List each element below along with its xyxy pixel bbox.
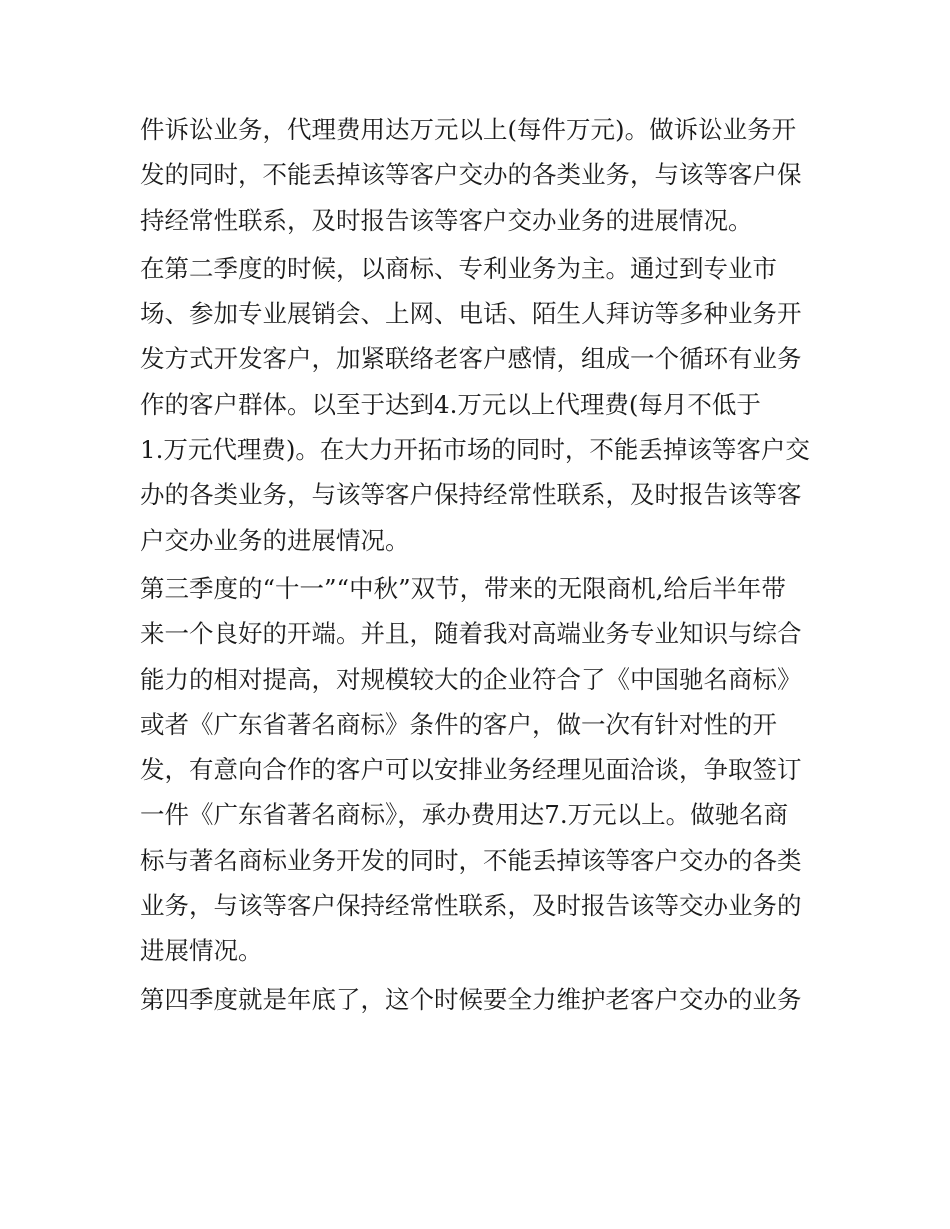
text-line: 户交办业务的进展情况。 [140,525,410,555]
text-line: 业务，与该等客户保持经常性联系，及时报告该等交办业务的 [140,891,802,921]
text-line: 持经常性联系，及时报告该等客户交办业务的进展情况。 [140,205,753,235]
paragraph-2 [140,246,820,563]
text-line: 或者《广东省著名商标》条件的客户，做一次有针对性的开 [140,709,777,739]
text-line: 办的各类业务，与该等客户保持经常性联系，及时报告该等客 [140,480,802,510]
paragraph-3 [140,566,820,974]
text-line: 发，有意向合作的客户可以安排业务经理见面洽谈，争取签订 [140,755,802,785]
text-line: 发方式开发客户，加紧联络老客户感情，组成一个循环有业务 [140,344,802,374]
text-line: 作的客户群体。以至于达到4.万元以上代理费(每月不低于 [140,389,761,419]
text-line: 来一个良好的开端。并且，随着我对高端业务专业知识与综合 [140,619,802,649]
text-line: 进展情况。 [140,936,263,966]
text-line: 第三季度的“十一”“中秋”双节，带来的无限商机,给后半年带 [140,573,786,603]
paragraph-1 [140,107,820,243]
text-line: 标与著名商标业务开发的同时，不能丢掉该等客户交办的各类 [140,845,802,875]
text-line: 一件《广东省著名商标》，承办费用达7.万元以上。做驰名商 [140,800,789,830]
paragraph-4 [140,977,820,1022]
text-line: 件诉讼业务，代理费用达万元以上(每件万元)。做诉讼业务开 [140,115,797,144]
text-line: 1.万元代理费)。在大力开拓市场的同时，不能丢掉该等客户交 [140,435,810,465]
text-line: 能力的相对提高，对规模较大的企业符合了《中国驰名商标》 [140,664,802,694]
text-line: 在第二季度的时候，以商标、专利业务为主。通过到专业市 [140,253,777,283]
text-line: 第四季度就是年底了，这个时候要全力维护老客户交办的业务 [140,984,802,1014]
text-line: 发的同时，不能丢掉该等客户交办的各类业务，与该等客户保 [140,160,802,190]
document-body [140,107,820,1022]
text-line: 场、参加专业展销会、上网、电话、陌生人拜访等多种业务开 [140,299,802,329]
